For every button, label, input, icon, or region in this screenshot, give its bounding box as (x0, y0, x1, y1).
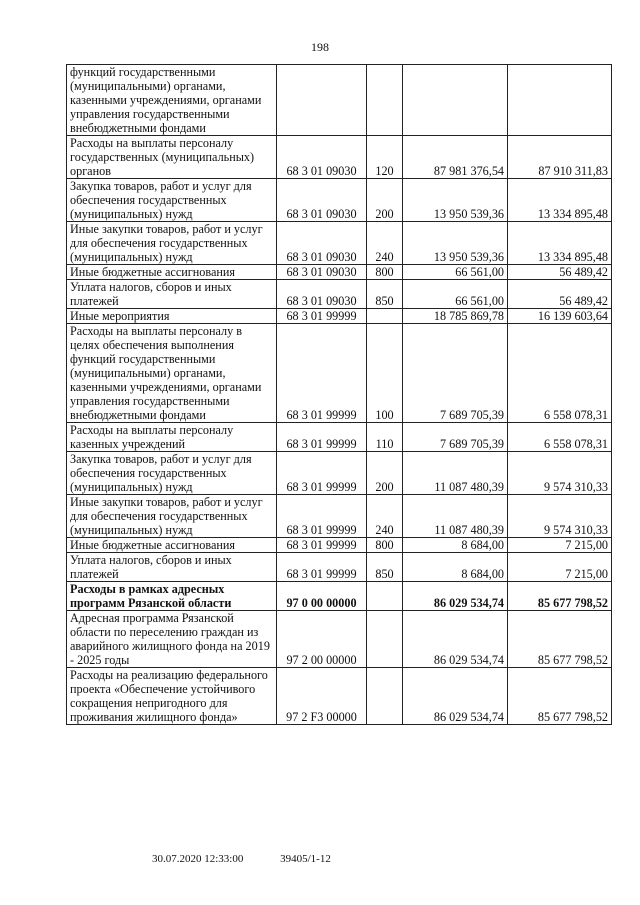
table-row (67, 452, 612, 495)
target-code-cell: 68 3 01 99999 (277, 495, 367, 538)
target-code-cell: 68 3 01 09030 (277, 265, 367, 280)
target-code-cell: 97 0 00 00000 (277, 582, 367, 611)
expense-type-cell: 850 (367, 553, 403, 582)
target-code-cell: 68 3 01 99999 (277, 553, 367, 582)
expense-name-cell: Уплата налогов, сборов и иных платежей (67, 553, 277, 582)
planned-amount-cell: 8 684,00 (403, 538, 508, 553)
expense-type-cell: 200 (367, 179, 403, 222)
table-row (67, 668, 612, 725)
expense-name-cell: Адресная программа Рязанской области по переселению граждан из аварийного жилищного фонда на 2019 - 2025 годы (67, 611, 277, 668)
expense-name-cell: Закупка товаров, работ и услуг для обеспечения государственных (муниципальных) нужд (67, 179, 277, 222)
actual-amount-cell: 13 334 895,48 (508, 222, 612, 265)
expense-name-cell: Иные мероприятия (67, 309, 277, 324)
expense-name-cell: Иные закупки товаров, работ и услуг для обеспечения государственных (муниципальных) нужд (67, 495, 277, 538)
target-code-cell: 68 3 01 99999 (277, 309, 367, 324)
expense-type-cell: 800 (367, 265, 403, 280)
table-row (67, 538, 612, 553)
budget-table (66, 64, 612, 725)
planned-amount-cell: 66 561,00 (403, 280, 508, 309)
actual-amount-cell: 9 574 310,33 (508, 495, 612, 538)
table-row (67, 582, 612, 611)
expense-type-cell: 100 (367, 324, 403, 423)
expense-type-cell (367, 611, 403, 668)
planned-amount-cell: 11 087 480,39 (403, 452, 508, 495)
table-row (67, 179, 612, 222)
planned-amount-cell: 7 689 705,39 (403, 324, 508, 423)
table-row (67, 280, 612, 309)
actual-amount-cell: 87 910 311,83 (508, 136, 612, 179)
target-code-cell (277, 65, 367, 136)
planned-amount-cell: 66 561,00 (403, 265, 508, 280)
actual-amount-cell: 13 334 895,48 (508, 179, 612, 222)
target-code-cell: 97 2 00 00000 (277, 611, 367, 668)
page-footer (152, 853, 365, 865)
expense-type-cell (367, 668, 403, 725)
actual-amount-cell: 85 677 798,52 (508, 611, 612, 668)
expense-type-cell (367, 582, 403, 611)
target-code-cell: 68 3 01 99999 (277, 538, 367, 553)
planned-amount-cell: 13 950 539,36 (403, 179, 508, 222)
expense-name-cell: Расходы на выплаты персоналу государственных (муниципальных) органов (67, 136, 277, 179)
actual-amount-cell: 16 139 603,64 (508, 309, 612, 324)
table-row (67, 136, 612, 179)
expense-type-cell (367, 309, 403, 324)
target-code-cell: 68 3 01 99999 (277, 452, 367, 495)
expense-type-cell: 800 (367, 538, 403, 553)
table-row (67, 265, 612, 280)
expense-type-cell: 200 (367, 452, 403, 495)
actual-amount-cell: 7 215,00 (508, 553, 612, 582)
target-code-cell: 97 2 F3 00000 (277, 668, 367, 725)
footer-document-id: 39405/1-12 (280, 853, 331, 865)
expense-name-cell: Иные бюджетные ассигнования (67, 538, 277, 553)
planned-amount-cell: 86 029 534,74 (403, 582, 508, 611)
expense-name-cell: Расходы в рамках адресных программ Рязанской области (67, 582, 277, 611)
table-row (67, 495, 612, 538)
table-row (67, 65, 612, 136)
planned-amount-cell (403, 65, 508, 136)
actual-amount-cell: 85 677 798,52 (508, 668, 612, 725)
expense-type-cell: 120 (367, 136, 403, 179)
budget-table-container (66, 64, 611, 725)
expense-name-cell: Уплата налогов, сборов и иных платежей (67, 280, 277, 309)
planned-amount-cell: 86 029 534,74 (403, 668, 508, 725)
actual-amount-cell: 56 489,42 (508, 265, 612, 280)
expense-name-cell: Расходы на выплаты персоналу казенных учреждений (67, 423, 277, 452)
expense-type-cell: 110 (367, 423, 403, 452)
target-code-cell: 68 3 01 09030 (277, 179, 367, 222)
expense-type-cell: 240 (367, 495, 403, 538)
target-code-cell: 68 3 01 99999 (277, 324, 367, 423)
expense-type-cell: 850 (367, 280, 403, 309)
table-row (67, 611, 612, 668)
table-row (67, 553, 612, 582)
expense-type-cell: 240 (367, 222, 403, 265)
actual-amount-cell: 56 489,42 (508, 280, 612, 309)
expense-name-cell: функций государственными (муниципальными) органами, казенными учреждениями, органами управления государственными внебюджетными фондами (67, 65, 277, 136)
table-row (67, 423, 612, 452)
actual-amount-cell: 85 677 798,52 (508, 582, 612, 611)
planned-amount-cell: 7 689 705,39 (403, 423, 508, 452)
actual-amount-cell: 9 574 310,33 (508, 452, 612, 495)
page-number: 198 (311, 40, 329, 54)
expense-name-cell: Закупка товаров, работ и услуг для обеспечения государственных (муниципальных) нужд (67, 452, 277, 495)
actual-amount-cell: 6 558 078,31 (508, 423, 612, 452)
expense-type-cell (367, 65, 403, 136)
expense-name-cell: Расходы на реализацию федерального проекта «Обеспечение устойчивого сокращения непригодного для проживания жилищного фонда» (67, 668, 277, 725)
actual-amount-cell (508, 65, 612, 136)
planned-amount-cell: 8 684,00 (403, 553, 508, 582)
expense-name-cell: Иные бюджетные ассигнования (67, 265, 277, 280)
table-row (67, 222, 612, 265)
target-code-cell: 68 3 01 09030 (277, 136, 367, 179)
table-row (67, 324, 612, 423)
footer-timestamp: 30.07.2020 12:33:00 (152, 853, 244, 865)
budget-table-body (67, 65, 612, 725)
table-row (67, 309, 612, 324)
planned-amount-cell: 87 981 376,54 (403, 136, 508, 179)
planned-amount-cell: 13 950 539,36 (403, 222, 508, 265)
planned-amount-cell: 18 785 869,78 (403, 309, 508, 324)
expense-name-cell: Иные закупки товаров, работ и услуг для обеспечения государственных (муниципальных) нужд (67, 222, 277, 265)
expense-name-cell: Расходы на выплаты персоналу в целях обеспечения выполнения функций государственными (муниципальными) органами, казенными учреждениями, органами управления государственными внебюджетными фондами (67, 324, 277, 423)
target-code-cell: 68 3 01 09030 (277, 280, 367, 309)
target-code-cell: 68 3 01 99999 (277, 423, 367, 452)
actual-amount-cell: 7 215,00 (508, 538, 612, 553)
target-code-cell: 68 3 01 09030 (277, 222, 367, 265)
planned-amount-cell: 11 087 480,39 (403, 495, 508, 538)
planned-amount-cell: 86 029 534,74 (403, 611, 508, 668)
actual-amount-cell: 6 558 078,31 (508, 324, 612, 423)
